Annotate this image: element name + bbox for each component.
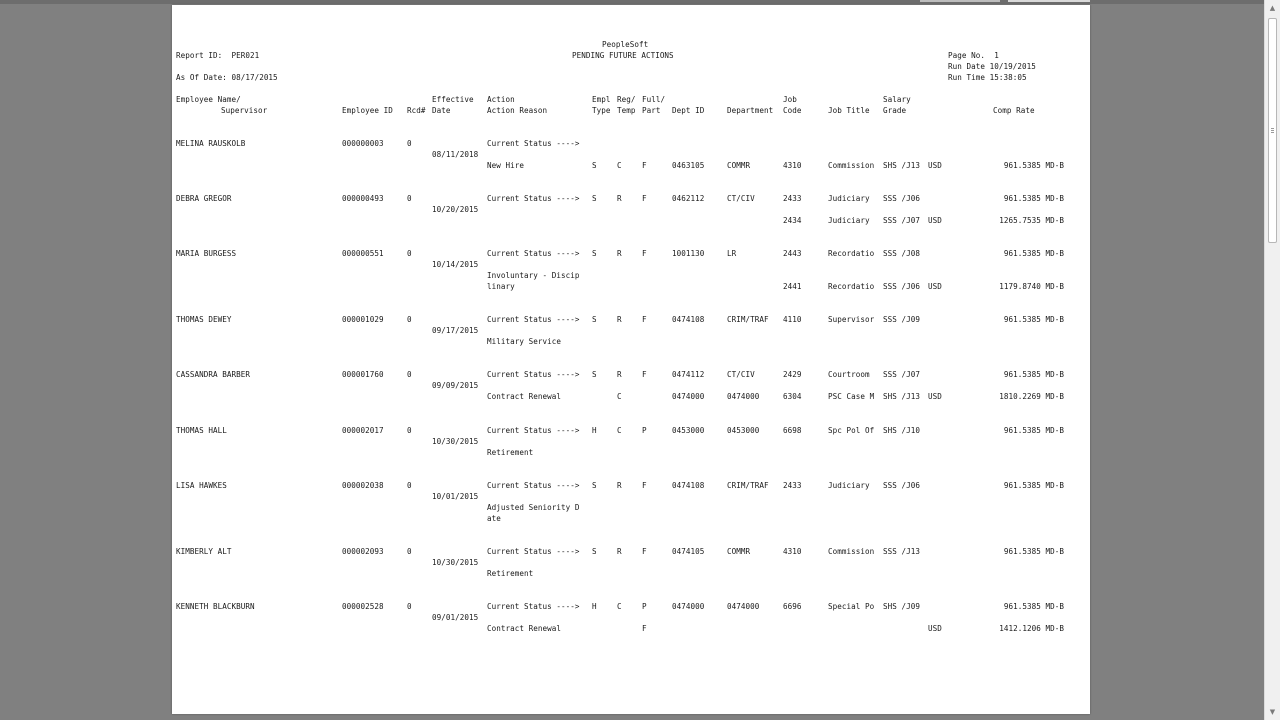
report-id: Report ID: PER021 xyxy=(176,51,260,60)
comp-rate: 961.5385 MD-B xyxy=(1003,426,1064,435)
dept-id: 0462112 xyxy=(672,194,705,203)
employee-id: 000000493 xyxy=(342,194,384,203)
job-code: 2443 xyxy=(783,249,802,258)
col-header-department: Department xyxy=(727,106,774,115)
effective-date: 09/09/2015 xyxy=(432,381,479,390)
employee-id: 000002038 xyxy=(342,481,384,490)
salary-grade: SHS /J10 xyxy=(883,426,920,435)
salary-grade: SHS /J13 xyxy=(883,161,920,170)
job-code: 4310 xyxy=(783,161,802,170)
full-part: P xyxy=(642,426,647,435)
tab-indicator xyxy=(1008,0,1090,2)
col-header-code: Code xyxy=(783,106,802,115)
job-code: 6696 xyxy=(783,602,802,611)
currency: USD xyxy=(928,161,942,170)
employee-id: 000001760 xyxy=(342,370,384,379)
full-part: F xyxy=(642,370,647,379)
employee-id: 000002093 xyxy=(342,547,384,556)
empl-type: S xyxy=(592,249,597,258)
department: CT/CIV xyxy=(727,370,755,379)
salary-grade: SHS /J13 xyxy=(883,392,920,401)
employee-rcd: 0 xyxy=(407,426,412,435)
employee-name: CASSANDRA BARBER xyxy=(176,370,250,379)
currency: USD xyxy=(928,392,942,401)
full-part: P xyxy=(642,602,647,611)
col-header-job: Job xyxy=(783,95,797,104)
full-part: F xyxy=(642,249,647,258)
dept-id: 1001130 xyxy=(672,249,705,258)
employee-rcd: 0 xyxy=(407,547,412,556)
employee-name: DEBRA GREGOR xyxy=(176,194,232,203)
scroll-down-arrow-icon[interactable]: ▼ xyxy=(1269,708,1276,716)
dept-id: 0453000 xyxy=(672,426,705,435)
col-header-temp: Temp xyxy=(617,106,636,115)
reg-temp: R xyxy=(617,547,622,556)
full-part: F xyxy=(642,624,647,633)
effective-date: 10/20/2015 xyxy=(432,205,479,214)
action-text: Current Status ----> xyxy=(487,249,580,258)
comp-rate: 1265.7535 MD-B xyxy=(999,216,1064,225)
full-part: F xyxy=(642,194,647,203)
job-title: Judiciary xyxy=(828,194,870,203)
empl-type: S xyxy=(592,194,597,203)
department: CT/CIV xyxy=(727,194,755,203)
dept-id: 0474000 xyxy=(672,602,705,611)
col-header-supervisor: Supervisor xyxy=(221,106,268,115)
col-header-effective: Effective xyxy=(432,95,474,104)
reg-temp: C xyxy=(617,392,622,401)
department: 0474000 xyxy=(727,392,760,401)
currency: USD xyxy=(928,216,942,225)
report-title: PENDING FUTURE ACTIONS xyxy=(572,51,674,60)
page-number: Page No. 1 xyxy=(948,51,999,60)
reg-temp: C xyxy=(617,161,622,170)
full-part: F xyxy=(642,481,647,490)
top-toolbar-strip xyxy=(0,0,1264,4)
comp-rate: 961.5385 MD-B xyxy=(1003,370,1064,379)
job-code: 6698 xyxy=(783,426,802,435)
employee-name: KENNETH BLACKBURN xyxy=(176,602,255,611)
comp-rate: 1412.1206 MD-B xyxy=(999,624,1064,633)
col-header-employee-id: Employee ID xyxy=(342,106,393,115)
job-code: 4310 xyxy=(783,547,802,556)
job-title: Judiciary xyxy=(828,481,870,490)
grip-line xyxy=(1271,132,1274,133)
department: 0474000 xyxy=(727,602,760,611)
salary-grade: SHS /J09 xyxy=(883,602,920,611)
employee-name: THOMAS DEWEY xyxy=(176,315,232,324)
employee-id: 000002017 xyxy=(342,426,384,435)
reg-temp: R xyxy=(617,194,622,203)
action-text: Current Status ----> xyxy=(487,602,580,611)
employee-name: LISA HAWKES xyxy=(176,481,227,490)
department: LR xyxy=(727,249,737,258)
effective-date: 08/11/2018 xyxy=(432,150,479,159)
job-title: Courtroom xyxy=(828,370,870,379)
action-text: Current Status ----> xyxy=(487,481,580,490)
action-text: Contract Renewal xyxy=(487,392,561,401)
col-header-action: Action xyxy=(487,95,515,104)
dept-id: 0474108 xyxy=(672,315,705,324)
grip-line xyxy=(1271,128,1274,129)
job-title: Commission xyxy=(828,547,875,556)
run-date: Run Date 10/19/2015 xyxy=(948,62,1036,71)
col-header-salary: Salary xyxy=(883,95,911,104)
effective-date: 10/30/2015 xyxy=(432,558,479,567)
employee-rcd: 0 xyxy=(407,602,412,611)
action-text: Current Status ----> xyxy=(487,315,580,324)
col-header-comp-rate: Comp Rate xyxy=(993,106,1035,115)
currency: USD xyxy=(928,624,942,633)
comp-rate: 1810.2269 MD-B xyxy=(999,392,1064,401)
dept-id: 0474000 xyxy=(672,392,705,401)
empl-type: S xyxy=(592,481,597,490)
action-text: Current Status ----> xyxy=(487,370,580,379)
employee-name: MELINA RAUSKOLB xyxy=(176,139,246,148)
action-text: Current Status ----> xyxy=(487,139,580,148)
scroll-up-arrow-icon[interactable]: ▲ xyxy=(1269,4,1276,12)
action-text: Retirement xyxy=(487,569,534,578)
department: COMMR xyxy=(727,547,751,556)
effective-date: 10/01/2015 xyxy=(432,492,479,501)
report-page xyxy=(172,5,1090,714)
col-header-full: Full/ xyxy=(642,95,666,104)
salary-grade: SSS /J07 xyxy=(883,370,920,379)
job-code: 2433 xyxy=(783,194,802,203)
employee-rcd: 0 xyxy=(407,315,412,324)
col-header-reg: Reg/ xyxy=(617,95,636,104)
department: COMMR xyxy=(727,161,751,170)
action-text: Current Status ----> xyxy=(487,194,580,203)
employee-id: 000002528 xyxy=(342,602,384,611)
job-title: Supervisor xyxy=(828,315,875,324)
reg-temp: C xyxy=(617,602,622,611)
job-code: 6304 xyxy=(783,392,802,401)
col-header-rcd: Rcd# xyxy=(407,106,426,115)
employee-rcd: 0 xyxy=(407,481,412,490)
action-text: Involuntary - Discip xyxy=(487,271,580,280)
comp-rate: 961.5385 MD-B xyxy=(1003,315,1064,324)
run-time: Run Time 15:38:05 xyxy=(948,73,1027,82)
reg-temp: C xyxy=(617,426,622,435)
salary-grade: SSS /J06 xyxy=(883,194,920,203)
dept-id: 0474105 xyxy=(672,547,705,556)
action-text: Adjusted Seniority D xyxy=(487,503,580,512)
dept-id: 0474112 xyxy=(672,370,705,379)
employee-rcd: 0 xyxy=(407,249,412,258)
salary-grade: SSS /J08 xyxy=(883,249,920,258)
action-text: Retirement xyxy=(487,448,534,457)
tab-indicator xyxy=(920,0,1000,2)
col-header-empl: Empl xyxy=(592,95,611,104)
currency: USD xyxy=(928,282,942,291)
empl-type: S xyxy=(592,161,597,170)
full-part: F xyxy=(642,547,647,556)
vertical-scrollbar[interactable] xyxy=(1264,0,1280,720)
reg-temp: R xyxy=(617,249,622,258)
empl-type: S xyxy=(592,315,597,324)
full-part: F xyxy=(642,315,647,324)
action-text: New Hire xyxy=(487,161,524,170)
employee-rcd: 0 xyxy=(407,370,412,379)
job-title: Commission xyxy=(828,161,875,170)
employee-rcd: 0 xyxy=(407,139,412,148)
effective-date: 10/30/2015 xyxy=(432,437,479,446)
salary-grade: SSS /J13 xyxy=(883,547,920,556)
department: CRIM/TRAF xyxy=(727,481,769,490)
col-header-date: Date xyxy=(432,106,451,115)
employee-rcd: 0 xyxy=(407,194,412,203)
col-header-grade: Grade xyxy=(883,106,907,115)
department: CRIM/TRAF xyxy=(727,315,769,324)
report-app-name: PeopleSoft xyxy=(602,40,649,49)
full-part: F xyxy=(642,161,647,170)
salary-grade: SSS /J06 xyxy=(883,282,920,291)
dept-id: 0474108 xyxy=(672,481,705,490)
salary-grade: SSS /J06 xyxy=(883,481,920,490)
col-header-part: Part xyxy=(642,106,661,115)
job-code: 4110 xyxy=(783,315,802,324)
comp-rate: 961.5385 MD-B xyxy=(1003,547,1064,556)
scrollbar-thumb[interactable] xyxy=(1268,18,1277,243)
job-code: 2433 xyxy=(783,481,802,490)
comp-rate: 961.5385 MD-B xyxy=(1003,481,1064,490)
col-header-action-reason: Action Reason xyxy=(487,106,548,115)
job-title: Recordatio xyxy=(828,282,875,291)
job-title: Spc Pol Of xyxy=(828,426,875,435)
job-title: Special Po xyxy=(828,602,875,611)
action-text: Contract Renewal xyxy=(487,624,561,633)
job-code: 2434 xyxy=(783,216,802,225)
action-text: ate xyxy=(487,514,501,523)
empl-type: S xyxy=(592,370,597,379)
employee-name: MARIA BURGESS xyxy=(176,249,237,258)
empl-type: H xyxy=(592,426,597,435)
employee-id: 000001029 xyxy=(342,315,384,324)
comp-rate: 1179.8740 MD-B xyxy=(999,282,1064,291)
department: 0453000 xyxy=(727,426,760,435)
comp-rate: 961.5385 MD-B xyxy=(1003,602,1064,611)
salary-grade: SSS /J07 xyxy=(883,216,920,225)
effective-date: 10/14/2015 xyxy=(432,260,479,269)
col-header-job-title: Job Title xyxy=(828,106,870,115)
empl-type: H xyxy=(592,602,597,611)
job-title: PSC Case M xyxy=(828,392,875,401)
employee-name: THOMAS HALL xyxy=(176,426,227,435)
employee-id: 000000551 xyxy=(342,249,384,258)
comp-rate: 961.5385 MD-B xyxy=(1003,249,1064,258)
action-text: Current Status ----> xyxy=(487,426,580,435)
empl-type: S xyxy=(592,547,597,556)
job-code: 2441 xyxy=(783,282,802,291)
effective-date: 09/01/2015 xyxy=(432,613,479,622)
reg-temp: R xyxy=(617,315,622,324)
comp-rate: 961.5385 MD-B xyxy=(1003,194,1064,203)
effective-date: 09/17/2015 xyxy=(432,326,479,335)
reg-temp: R xyxy=(617,481,622,490)
employee-name: KIMBERLY ALT xyxy=(176,547,232,556)
action-text: Military Service xyxy=(487,337,561,346)
reg-temp: R xyxy=(617,370,622,379)
col-header-employee-name: Employee Name/ xyxy=(176,95,241,104)
job-title: Recordatio xyxy=(828,249,875,258)
comp-rate: 961.5385 MD-B xyxy=(1003,161,1064,170)
job-title: Judiciary xyxy=(828,216,870,225)
action-text: Current Status ----> xyxy=(487,547,580,556)
salary-grade: SSS /J09 xyxy=(883,315,920,324)
col-header-type: Type xyxy=(592,106,611,115)
col-header-dept-id: Dept ID xyxy=(672,106,705,115)
grip-line xyxy=(1271,130,1274,131)
employee-id: 000000003 xyxy=(342,139,384,148)
as-of-date: As Of Date: 08/17/2015 xyxy=(176,73,278,82)
dept-id: 0463105 xyxy=(672,161,705,170)
action-text: linary xyxy=(487,282,515,291)
job-code: 2429 xyxy=(783,370,802,379)
